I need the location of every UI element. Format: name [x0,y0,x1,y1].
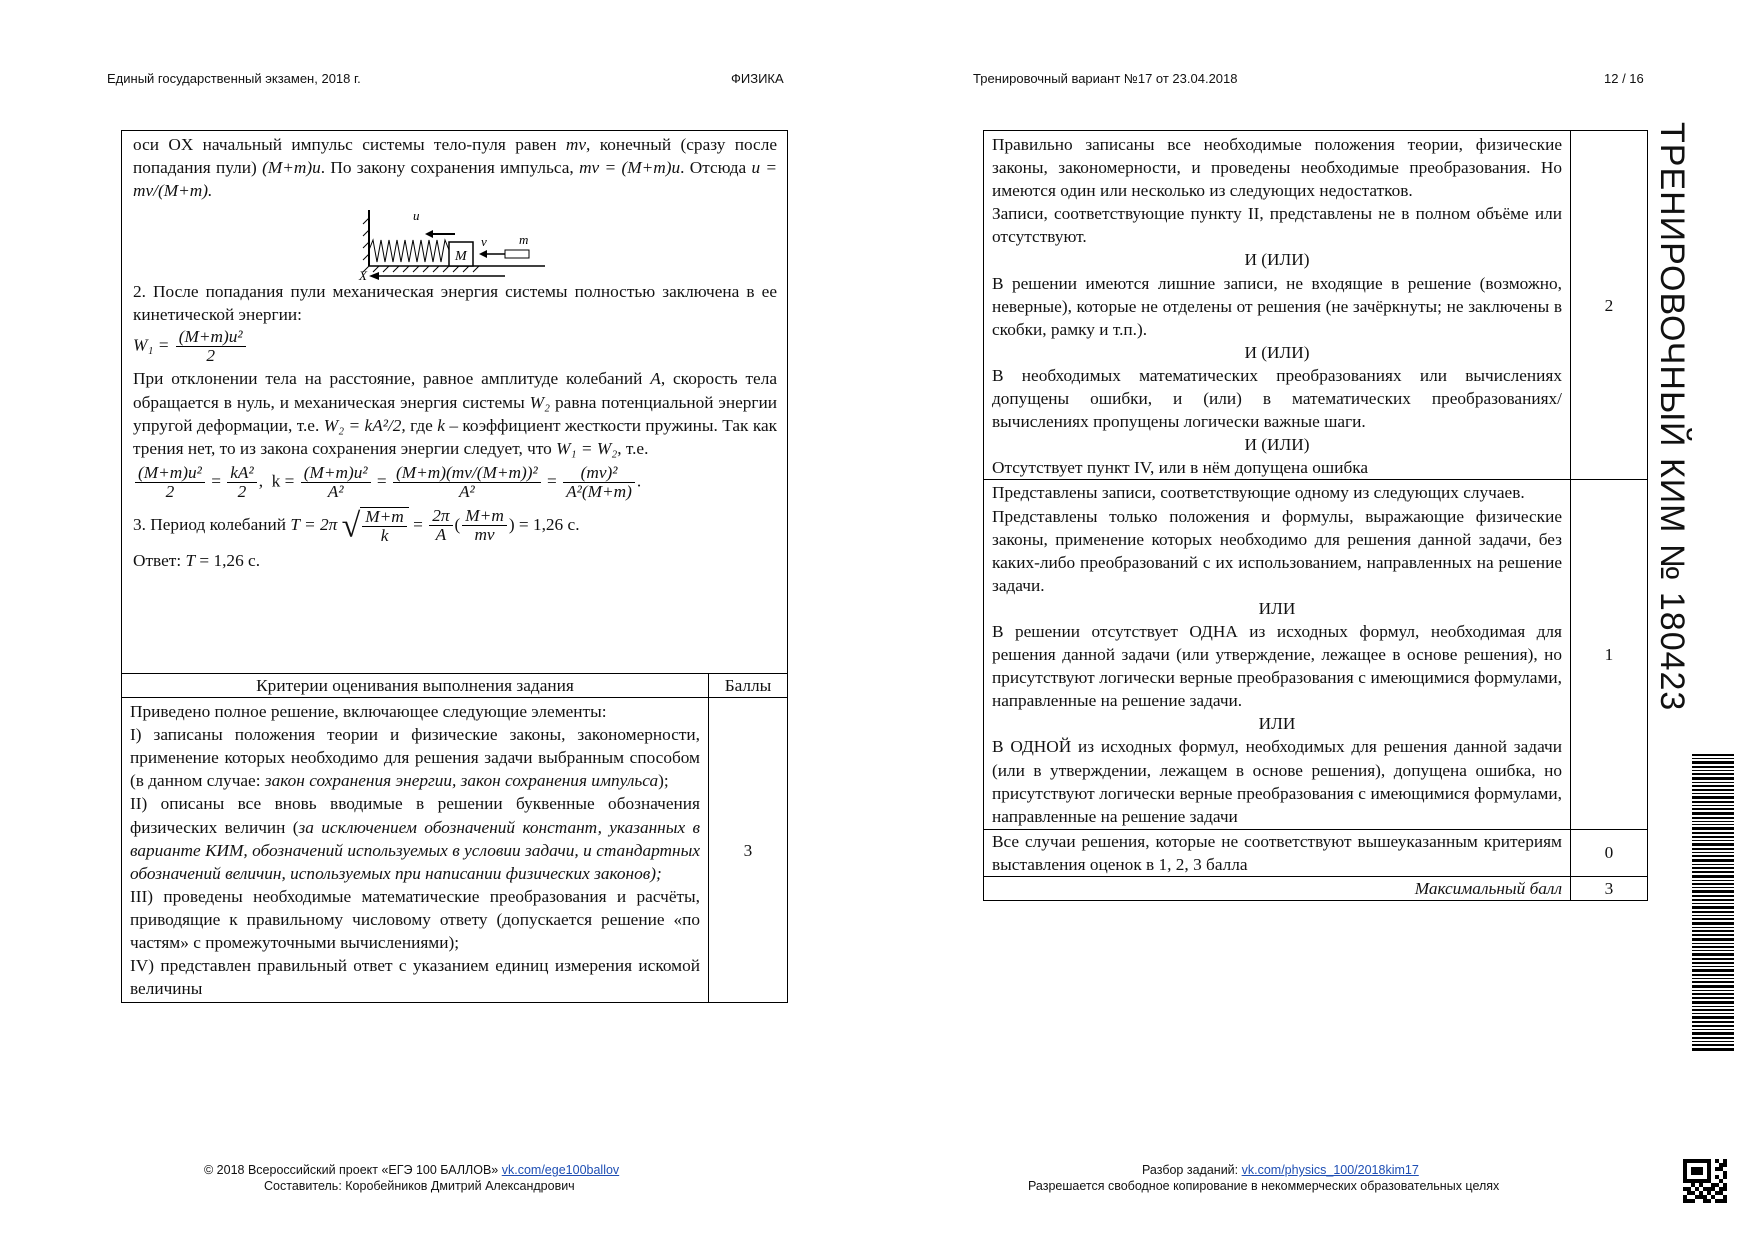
solution-paragraph-2: 2. После попадания пули механическая энергия системы полностью заключена в ее кинетической энергии: [133,282,777,325]
criteria-table-right [983,130,1648,901]
header-exam: Единый государственный экзамен, 2018 г. [107,71,361,86]
equation-energy: $\frac{\text{(M+m)u²}}{2}$ = $\frac{\text{kA²}}{2}$ , k = $\frac{\text{(M+m)u²}}{\text{A²}}$ = $\frac{\text{(M+m)(mv/(M+m))²}}{\text{A²}}$ = $\frac{\text{(mv)²}}{\text{A²(M+m)}}$ . [133,464,777,501]
criteria-text-1: Представлены записи, соответствующие одному из следующих случаев. Представлены только положения и формулы, выражающие физические законы, применение которых необходимо для решения данной задачи, без каких-либо преобразований с их использованием, направленных на решение задачи. ИЛИ В решении отсутствует ОДНА из исходных формул, необходимая для решения данной задачи (или утверждение, лежащее в основе решения), но присутствуют логически верные преобразования с имеющимися формулами, направленные на решение задачи. ИЛИ В ОДНОЙ из исходных формул, необходимых для решения данной задачи (или в утверждении, лежащем в основе решения), допущена ошибка, но присутствуют логически верные преобразования с имеющимися формулами, направленные на решение задачи [984,480,1571,829]
criteria-row-2 [984,131,1648,480]
footer-left-line-1: © 2018 Всероссийский проект «ЕГЭ 100 БАЛЛОВ» vk.com/ege100ballov [204,1163,620,1177]
criteria-row-3 [122,698,788,1003]
fraction-e2: $\frac{\text{kA²}}{2}$ [227,464,256,501]
fraction-2pi-a: $\frac{2\pi}{A}$ [429,507,452,544]
solution-paragraph-3: При отклонении тела на расстояние, равное амплитуде колебаний A, скорость тела обращается в нуль, и механическая энергия системы W₂ равна потенциальной энергии упругой деформации, т.е. W₂ = kA²/2, где k – коэффициент жесткости пружины. Так как трения нет, то из закона сохранения энергии следует, что W₁ = W₂, т.е. [133,369,778,458]
fraction-e1: $\frac{\text{(M+m)u²}}{2}$ [135,464,205,501]
solution-box [121,130,788,675]
points-header: Баллы [709,674,788,698]
bullet-label-m: m [519,232,529,248]
footer-left-line-2: Составитель: Коробейников Дмитрий Александрович [264,1179,575,1193]
equation-w1: W₁ = $\frac{\text{(M+m)u²}}{2}$ [133,328,777,365]
points-0: 0 [1571,829,1648,876]
mass-label-M: M [455,249,467,265]
criteria-row-max [984,877,1648,901]
spring-figure [133,204,777,280]
qr-code [1683,1159,1727,1203]
answer-line: Ответ: T = 1,26 с. [133,550,261,570]
points-3: 3 [709,698,788,1003]
solution-text [122,131,787,572]
criteria-table-left [121,673,788,1003]
side-vertical-title: ТРЕНИРОВОЧНЫЙ КИМ № 180423 [1653,122,1691,712]
footer-right-line-2: Разрешается свободное копирование в некоммерческих образовательных целях [1028,1179,1500,1193]
sqrt-expression: √ $\frac{M+m}{k}$ [342,507,409,545]
criteria-header-row [122,674,788,698]
axis-label-x: X [359,268,367,281]
criteria-text-0: Все случаи решения, которые не соответствуют вышеуказанным критериям выставления оценок в 1, 2, 3 балла [984,829,1571,876]
fraction-e3: $\frac{\text{(M+m)u²}}{\text{A²}}$ [301,464,371,501]
fraction-e5: $\frac{\text{(mv)²}}{\text{A²(M+m)}}$ [563,464,635,501]
fraction-e4: $\frac{\text{(M+m)(mv/(M+m))²}}{\text{A²}}$ [393,464,541,501]
criteria-row-1 [984,480,1648,829]
barcode [1692,754,1734,1099]
max-score-value: 3 [1571,877,1648,901]
solution-paragraph-1: оси OX начальный импульс системы тело-пуля равен mv, конечный (сразу после попадания пули) (M+m)u. По закону сохранения импульса, mv = (M+m)u. Отсюда u = mv/(M+m). [133,135,778,201]
header-variant: Тренировочный вариант №17 от 23.04.2018 [973,71,1238,86]
fraction-mm-mv: $\frac{M+m}{mv}$ [462,507,507,544]
equation-period: 3. Период колебаний T = 2π √ $\frac{M+m}{k}$ = $\frac{2\pi}{A}$ ( $\frac{M+m}{mv}$ ) = 1,26 с. [133,506,580,545]
criteria-text-3: Приведено полное решение, включающее следующие элементы: I) записаны положения теории и физические законы, закономерности, применение которых необходимо для решения задачи выбранным способом (в данном случае: закон сохранения энергии, закон сохранения импульса); II) описаны все вновь вводимые в решении буквенные обозначения физических величин (за исключением обозначений констант, указанных в варианте КИМ, обозначений используемых в условии задачи, и стандартных обозначений величин, используемых при написании физических законов); III) проведены необходимые математические преобразования и расчёты, приводящие к правильному числовому ответу (допускается решение «по частям» с промежуточными вычислениями); IV) представлен правильный ответ с указанием единиц измерения искомой величины [122,698,709,1003]
fraction-w1: $\frac{\text{(M+m)u²}}{2}$ [176,328,246,365]
criteria-row-0 [984,829,1648,876]
header-page-number: 12 / 16 [1604,71,1644,86]
footer-link-physics100[interactable]: vk.com/physics_100/2018kim17 [1241,1163,1419,1177]
points-2: 2 [1571,131,1648,480]
criteria-header: Критерии оценивания выполнения задания [122,674,709,698]
footer-link-ege100ballov[interactable]: vk.com/ege100ballov [501,1163,620,1177]
velocity-label-u: u [413,208,420,224]
velocity-label-v: v [481,234,487,250]
footer-right-line-1: Разбор заданий: vk.com/physics_100/2018kim17 [1142,1163,1419,1177]
points-1: 1 [1571,480,1648,829]
criteria-text-2: Правильно записаны все необходимые положения теории, физические законы, закономерности, и проведены необходимые преобразования. Но имеются один или несколько из следующих недостатков. Записи, соответствующие пункту II, представлены не в полном объёме или отсутствуют. И (ИЛИ) В решении имеются лишние записи, не входящие в решение (возможно, неверные), которые не отделены от решения (не зачёркнуты; не заключены в скобки, рамку и т.п.). И (ИЛИ) В необходимых математических преобразованиях или вычислениях допущены ошибки, и (или) в математических преобразованиях/ вычислениях пропущены логически важные шаги. И (ИЛИ) Отсутствует пункт IV, или в нём допущена ошибка [984,131,1571,480]
header-subject: ФИЗИКА [731,71,784,86]
spring-block-diagram [355,204,555,280]
max-score-label: Максимальный балл [984,877,1571,901]
